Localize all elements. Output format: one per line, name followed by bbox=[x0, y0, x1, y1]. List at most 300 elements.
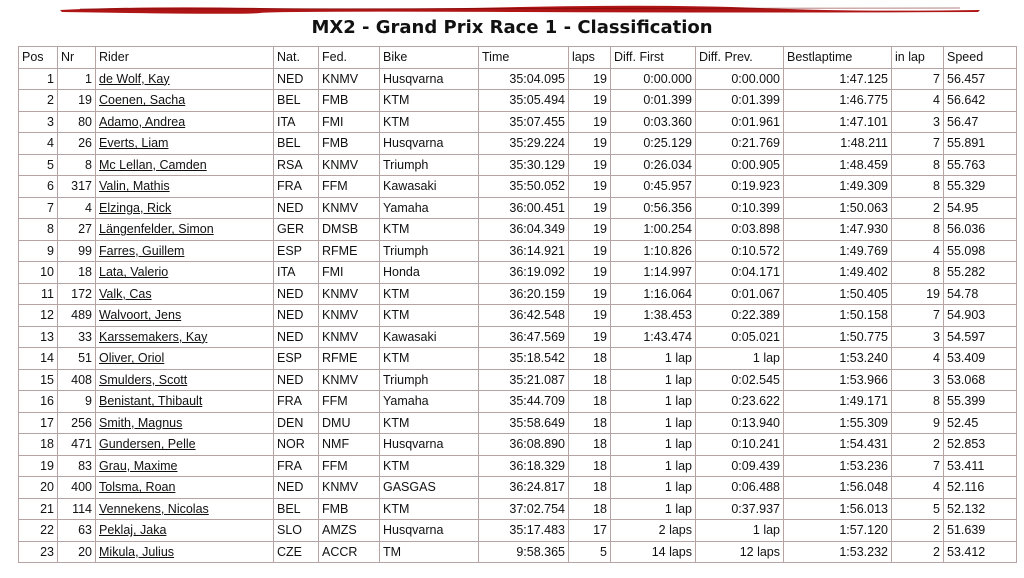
cell-nat: ESP bbox=[274, 240, 319, 262]
cell-time: 36:19.092 bbox=[479, 262, 569, 284]
cell-nat: NED bbox=[274, 477, 319, 499]
cell-in-lap: 7 bbox=[892, 68, 944, 90]
cell-in-lap: 8 bbox=[892, 262, 944, 284]
table-row bbox=[19, 219, 1017, 241]
cell-speed: 55.399 bbox=[944, 391, 1017, 413]
cell-laps: 19 bbox=[569, 283, 611, 305]
cell-rider bbox=[96, 412, 274, 434]
rider-link[interactable]: Vennekens, Nicolas bbox=[99, 501, 209, 516]
cell-fed: FMB bbox=[319, 133, 380, 155]
cell-time: 36:00.451 bbox=[479, 197, 569, 219]
table-row bbox=[19, 520, 1017, 542]
cell-diff-first: 1 lap bbox=[611, 434, 696, 456]
cell-bike: Husqvarna bbox=[380, 133, 479, 155]
cell-pos: 9 bbox=[19, 240, 58, 262]
cell-laps: 19 bbox=[569, 326, 611, 348]
rider-link[interactable]: Gundersen, Pelle bbox=[99, 437, 196, 452]
classification-table bbox=[18, 46, 1017, 563]
cell-time: 35:07.455 bbox=[479, 111, 569, 133]
rider-link[interactable]: Peklaj, Jaka bbox=[99, 523, 167, 538]
cell-speed: 54.95 bbox=[944, 197, 1017, 219]
cell-speed: 56.036 bbox=[944, 219, 1017, 241]
cell-fed: RFME bbox=[319, 348, 380, 370]
cell-nr: 19 bbox=[58, 90, 96, 112]
cell-bestlaptime: 1:50.063 bbox=[784, 197, 892, 219]
cell-pos: 4 bbox=[19, 133, 58, 155]
rider-link[interactable]: Tolsma, Roan bbox=[99, 480, 176, 495]
cell-bestlaptime: 1:56.048 bbox=[784, 477, 892, 499]
cell-speed: 55.763 bbox=[944, 154, 1017, 176]
cell-speed: 52.853 bbox=[944, 434, 1017, 456]
cell-speed: 56.47 bbox=[944, 111, 1017, 133]
cell-nr: 471 bbox=[58, 434, 96, 456]
cell-diff-first: 0:26.034 bbox=[611, 154, 696, 176]
cell-rider bbox=[96, 262, 274, 284]
cell-bike: KTM bbox=[380, 305, 479, 327]
cell-rider bbox=[96, 498, 274, 520]
cell-fed: FFM bbox=[319, 176, 380, 198]
cell-in-lap: 19 bbox=[892, 283, 944, 305]
cell-diff-first: 1 lap bbox=[611, 348, 696, 370]
cell-diff-prev: 0:03.898 bbox=[696, 219, 784, 241]
cell-rider bbox=[96, 391, 274, 413]
cell-speed: 53.409 bbox=[944, 348, 1017, 370]
cell-diff-first: 1 lap bbox=[611, 369, 696, 391]
cell-time: 35:58.649 bbox=[479, 412, 569, 434]
table-row bbox=[19, 68, 1017, 90]
cell-pos: 14 bbox=[19, 348, 58, 370]
table-row bbox=[19, 434, 1017, 456]
table-row bbox=[19, 369, 1017, 391]
col-header-nr[interactable]: Nr bbox=[58, 47, 96, 69]
cell-in-lap: 8 bbox=[892, 219, 944, 241]
cell-bike: KTM bbox=[380, 455, 479, 477]
cell-time: 36:20.159 bbox=[479, 283, 569, 305]
cell-nr: 20 bbox=[58, 541, 96, 563]
cell-time: 36:08.890 bbox=[479, 434, 569, 456]
cell-in-lap: 3 bbox=[892, 326, 944, 348]
col-header-in-lap[interactable]: in lap bbox=[892, 47, 944, 69]
cell-laps: 19 bbox=[569, 219, 611, 241]
cell-in-lap: 7 bbox=[892, 455, 944, 477]
cell-pos: 6 bbox=[19, 176, 58, 198]
cell-bike: Triumph bbox=[380, 369, 479, 391]
cell-in-lap: 2 bbox=[892, 520, 944, 542]
rider-link[interactable]: Smith, Magnus bbox=[99, 415, 183, 430]
cell-rider bbox=[96, 305, 274, 327]
cell-bestlaptime: 1:57.120 bbox=[784, 520, 892, 542]
cell-in-lap: 8 bbox=[892, 176, 944, 198]
cell-laps: 19 bbox=[569, 68, 611, 90]
cell-speed: 53.411 bbox=[944, 455, 1017, 477]
cell-pos: 17 bbox=[19, 412, 58, 434]
cell-diff-prev: 0:13.940 bbox=[696, 412, 784, 434]
rider-link[interactable]: Oliver, Oriol bbox=[99, 351, 165, 366]
rider-link[interactable]: Everts, Liam bbox=[99, 136, 169, 151]
cell-nr: 4 bbox=[58, 197, 96, 219]
cell-laps: 19 bbox=[569, 197, 611, 219]
cell-nat: NED bbox=[274, 369, 319, 391]
cell-bike: KTM bbox=[380, 348, 479, 370]
cell-bike: KTM bbox=[380, 90, 479, 112]
col-header-bestlaptime[interactable]: Bestlaptime bbox=[784, 47, 892, 69]
cell-bike: Husqvarna bbox=[380, 68, 479, 90]
table-header-row bbox=[19, 47, 1017, 69]
cell-bestlaptime: 1:54.431 bbox=[784, 434, 892, 456]
cell-fed: KNMV bbox=[319, 477, 380, 499]
cell-fed: ACCR bbox=[319, 541, 380, 563]
col-header-diff-first[interactable]: Diff. First bbox=[611, 47, 696, 69]
table-row bbox=[19, 154, 1017, 176]
cell-laps: 18 bbox=[569, 412, 611, 434]
col-header-laps[interactable]: laps bbox=[569, 47, 611, 69]
cell-diff-first: 0:45.957 bbox=[611, 176, 696, 198]
rider-link[interactable]: Benistant, Thibault bbox=[99, 394, 203, 409]
cell-rider bbox=[96, 348, 274, 370]
col-header-time[interactable]: Time bbox=[479, 47, 569, 69]
cell-pos: 2 bbox=[19, 90, 58, 112]
cell-pos: 13 bbox=[19, 326, 58, 348]
cell-diff-prev: 0:10.399 bbox=[696, 197, 784, 219]
cell-speed: 53.412 bbox=[944, 541, 1017, 563]
table-row bbox=[19, 133, 1017, 155]
cell-rider bbox=[96, 326, 274, 348]
cell-in-lap: 3 bbox=[892, 369, 944, 391]
cell-rider bbox=[96, 477, 274, 499]
cell-pos: 10 bbox=[19, 262, 58, 284]
cell-rider bbox=[96, 133, 274, 155]
cell-diff-prev: 0:21.769 bbox=[696, 133, 784, 155]
cell-laps: 19 bbox=[569, 133, 611, 155]
cell-nr: 18 bbox=[58, 262, 96, 284]
cell-bike: Triumph bbox=[380, 154, 479, 176]
table-row bbox=[19, 541, 1017, 563]
cell-nat: BEL bbox=[274, 90, 319, 112]
cell-speed: 55.098 bbox=[944, 240, 1017, 262]
cell-time: 36:24.817 bbox=[479, 477, 569, 499]
rider-link[interactable]: Längenfelder, Simon bbox=[99, 222, 214, 237]
cell-pos: 18 bbox=[19, 434, 58, 456]
table-body bbox=[19, 68, 1017, 563]
rider-link[interactable]: Valk, Cas bbox=[99, 286, 152, 301]
cell-nr: 99 bbox=[58, 240, 96, 262]
cell-time: 35:30.129 bbox=[479, 154, 569, 176]
cell-pos: 5 bbox=[19, 154, 58, 176]
rider-link[interactable]: Lata, Valerio bbox=[99, 265, 169, 280]
cell-time: 35:50.052 bbox=[479, 176, 569, 198]
col-header-nat[interactable]: Nat. bbox=[274, 47, 319, 69]
cell-time: 35:17.483 bbox=[479, 520, 569, 542]
rider-link[interactable]: Grau, Maxime bbox=[99, 458, 178, 473]
cell-pos: 23 bbox=[19, 541, 58, 563]
cell-bike: Husqvarna bbox=[380, 434, 479, 456]
cell-diff-first: 0:00.000 bbox=[611, 68, 696, 90]
cell-pos: 15 bbox=[19, 369, 58, 391]
cell-diff-prev: 1 lap bbox=[696, 348, 784, 370]
cell-nat: RSA bbox=[274, 154, 319, 176]
cell-bestlaptime: 1:53.966 bbox=[784, 369, 892, 391]
cell-bestlaptime: 1:53.240 bbox=[784, 348, 892, 370]
cell-nat: FRA bbox=[274, 391, 319, 413]
cell-speed: 56.642 bbox=[944, 90, 1017, 112]
cell-nr: 51 bbox=[58, 348, 96, 370]
cell-time: 35:29.224 bbox=[479, 133, 569, 155]
cell-laps: 18 bbox=[569, 477, 611, 499]
cell-nr: 83 bbox=[58, 455, 96, 477]
cell-nat: FRA bbox=[274, 176, 319, 198]
cell-diff-first: 0:03.360 bbox=[611, 111, 696, 133]
rider-link[interactable]: Karssemakers, Kay bbox=[99, 329, 208, 344]
col-header-bike[interactable]: Bike bbox=[380, 47, 479, 69]
col-header-rider[interactable]: Rider bbox=[96, 47, 274, 69]
cell-nr: 1 bbox=[58, 68, 96, 90]
cell-diff-first: 1:10.826 bbox=[611, 240, 696, 262]
cell-bestlaptime: 1:49.769 bbox=[784, 240, 892, 262]
rider-link[interactable]: Valin, Mathis bbox=[99, 179, 170, 194]
cell-laps: 19 bbox=[569, 111, 611, 133]
cell-diff-prev: 0:00.000 bbox=[696, 68, 784, 90]
col-header-speed[interactable]: Speed bbox=[944, 47, 1017, 69]
cell-rider bbox=[96, 455, 274, 477]
rider-link[interactable]: Smulders, Scott bbox=[99, 372, 188, 387]
cell-bike: TM bbox=[380, 541, 479, 563]
cell-rider bbox=[96, 541, 274, 563]
cell-rider bbox=[96, 369, 274, 391]
cell-fed: KNMV bbox=[319, 154, 380, 176]
rider-link[interactable]: Walvoort, Jens bbox=[99, 308, 182, 323]
cell-time: 36:47.569 bbox=[479, 326, 569, 348]
cell-fed: KNMV bbox=[319, 283, 380, 305]
cell-bestlaptime: 1:46.775 bbox=[784, 90, 892, 112]
rider-link[interactable]: Adamo, Andrea bbox=[99, 114, 186, 129]
cell-bestlaptime: 1:47.125 bbox=[784, 68, 892, 90]
cell-bestlaptime: 1:47.101 bbox=[784, 111, 892, 133]
cell-in-lap: 4 bbox=[892, 477, 944, 499]
cell-rider bbox=[96, 68, 274, 90]
cell-speed: 52.132 bbox=[944, 498, 1017, 520]
table-row bbox=[19, 240, 1017, 262]
cell-laps: 18 bbox=[569, 369, 611, 391]
cell-diff-prev: 0:01.961 bbox=[696, 111, 784, 133]
cell-diff-prev: 0:37.937 bbox=[696, 498, 784, 520]
cell-nr: 9 bbox=[58, 391, 96, 413]
cell-fed: KNMV bbox=[319, 369, 380, 391]
cell-pos: 3 bbox=[19, 111, 58, 133]
cell-diff-first: 2 laps bbox=[611, 520, 696, 542]
cell-diff-prev: 12 laps bbox=[696, 541, 784, 563]
cell-bike: Husqvarna bbox=[380, 520, 479, 542]
cell-bestlaptime: 1:55.309 bbox=[784, 412, 892, 434]
cell-bestlaptime: 1:50.405 bbox=[784, 283, 892, 305]
table-row bbox=[19, 283, 1017, 305]
cell-diff-prev: 0:10.241 bbox=[696, 434, 784, 456]
cell-time: 9:58.365 bbox=[479, 541, 569, 563]
cell-diff-prev: 0:19.923 bbox=[696, 176, 784, 198]
cell-diff-prev: 0:22.389 bbox=[696, 305, 784, 327]
cell-fed: DMSB bbox=[319, 219, 380, 241]
cell-laps: 19 bbox=[569, 305, 611, 327]
cell-bike: Triumph bbox=[380, 240, 479, 262]
cell-in-lap: 8 bbox=[892, 154, 944, 176]
cell-rider bbox=[96, 154, 274, 176]
cell-nr: 489 bbox=[58, 305, 96, 327]
cell-bike: Kawasaki bbox=[380, 176, 479, 198]
cell-laps: 19 bbox=[569, 262, 611, 284]
cell-in-lap: 7 bbox=[892, 305, 944, 327]
rider-link[interactable]: Elzinga, Rick bbox=[99, 200, 172, 215]
cell-nat: SLO bbox=[274, 520, 319, 542]
cell-diff-prev: 0:01.399 bbox=[696, 90, 784, 112]
cell-diff-prev: 0:00.905 bbox=[696, 154, 784, 176]
cell-speed: 55.891 bbox=[944, 133, 1017, 155]
cell-in-lap: 2 bbox=[892, 197, 944, 219]
table-row bbox=[19, 197, 1017, 219]
cell-pos: 12 bbox=[19, 305, 58, 327]
cell-nat: ESP bbox=[274, 348, 319, 370]
cell-nat: NED bbox=[274, 197, 319, 219]
cell-diff-prev: 0:10.572 bbox=[696, 240, 784, 262]
cell-bike: Yamaha bbox=[380, 391, 479, 413]
cell-rider bbox=[96, 283, 274, 305]
cell-fed: FMI bbox=[319, 262, 380, 284]
cell-nr: 27 bbox=[58, 219, 96, 241]
cell-diff-prev: 0:09.439 bbox=[696, 455, 784, 477]
cell-speed: 54.903 bbox=[944, 305, 1017, 327]
cell-bestlaptime: 1:49.171 bbox=[784, 391, 892, 413]
cell-pos: 19 bbox=[19, 455, 58, 477]
cell-rider bbox=[96, 520, 274, 542]
cell-rider bbox=[96, 197, 274, 219]
cell-diff-first: 1 lap bbox=[611, 391, 696, 413]
cell-bike: Honda bbox=[380, 262, 479, 284]
table-row bbox=[19, 176, 1017, 198]
cell-rider bbox=[96, 176, 274, 198]
cell-time: 37:02.754 bbox=[479, 498, 569, 520]
cell-bike: KTM bbox=[380, 219, 479, 241]
cell-bestlaptime: 1:56.013 bbox=[784, 498, 892, 520]
cell-in-lap: 2 bbox=[892, 434, 944, 456]
cell-speed: 55.282 bbox=[944, 262, 1017, 284]
rider-link[interactable]: de Wolf, Kay bbox=[99, 71, 170, 86]
cell-nat: BEL bbox=[274, 498, 319, 520]
cell-time: 35:18.542 bbox=[479, 348, 569, 370]
cell-laps: 18 bbox=[569, 348, 611, 370]
cell-fed: KNMV bbox=[319, 305, 380, 327]
cell-nr: 256 bbox=[58, 412, 96, 434]
col-header-pos[interactable]: Pos bbox=[19, 47, 58, 69]
cell-in-lap: 7 bbox=[892, 133, 944, 155]
col-header-fed[interactable]: Fed. bbox=[319, 47, 380, 69]
table-row bbox=[19, 477, 1017, 499]
cell-laps: 19 bbox=[569, 90, 611, 112]
cell-nat: NOR bbox=[274, 434, 319, 456]
cell-time: 36:04.349 bbox=[479, 219, 569, 241]
cell-pos: 22 bbox=[19, 520, 58, 542]
cell-nr: 8 bbox=[58, 154, 96, 176]
cell-diff-first: 1:14.997 bbox=[611, 262, 696, 284]
cell-bike: GASGAS bbox=[380, 477, 479, 499]
cell-bike: KTM bbox=[380, 111, 479, 133]
cell-diff-prev: 0:23.622 bbox=[696, 391, 784, 413]
cell-speed: 53.068 bbox=[944, 369, 1017, 391]
cell-time: 35:04.095 bbox=[479, 68, 569, 90]
cell-in-lap: 9 bbox=[892, 412, 944, 434]
cell-in-lap: 3 bbox=[892, 111, 944, 133]
table-row bbox=[19, 412, 1017, 434]
cell-fed: NMF bbox=[319, 434, 380, 456]
cell-laps: 18 bbox=[569, 434, 611, 456]
cell-laps: 19 bbox=[569, 176, 611, 198]
cell-bestlaptime: 1:49.309 bbox=[784, 176, 892, 198]
cell-nr: 114 bbox=[58, 498, 96, 520]
cell-diff-first: 0:01.399 bbox=[611, 90, 696, 112]
table-row bbox=[19, 391, 1017, 413]
rider-link[interactable]: Farres, Guillem bbox=[99, 243, 185, 258]
table-row bbox=[19, 348, 1017, 370]
cell-diff-first: 1 lap bbox=[611, 412, 696, 434]
cell-in-lap: 4 bbox=[892, 348, 944, 370]
cell-nat: NED bbox=[274, 283, 319, 305]
cell-pos: 7 bbox=[19, 197, 58, 219]
cell-nat: ITA bbox=[274, 262, 319, 284]
cell-diff-first: 0:25.129 bbox=[611, 133, 696, 155]
table-row bbox=[19, 305, 1017, 327]
cell-diff-first: 1:38.453 bbox=[611, 305, 696, 327]
cell-bike: KTM bbox=[380, 283, 479, 305]
cell-pos: 20 bbox=[19, 477, 58, 499]
cell-diff-first: 1:00.254 bbox=[611, 219, 696, 241]
rider-link[interactable]: Mc Lellan, Camden bbox=[99, 157, 207, 172]
cell-pos: 11 bbox=[19, 283, 58, 305]
cell-diff-first: 1 lap bbox=[611, 455, 696, 477]
cell-laps: 17 bbox=[569, 520, 611, 542]
cell-bike: KTM bbox=[380, 412, 479, 434]
cell-in-lap: 8 bbox=[892, 391, 944, 413]
cell-nat: NED bbox=[274, 305, 319, 327]
cell-speed: 56.457 bbox=[944, 68, 1017, 90]
table-row bbox=[19, 498, 1017, 520]
cell-fed: RFME bbox=[319, 240, 380, 262]
cell-diff-prev: 0:05.021 bbox=[696, 326, 784, 348]
cell-bestlaptime: 1:47.930 bbox=[784, 219, 892, 241]
cell-time: 35:05.494 bbox=[479, 90, 569, 112]
cell-speed: 52.116 bbox=[944, 477, 1017, 499]
cell-in-lap: 4 bbox=[892, 240, 944, 262]
col-header-diff-prev[interactable]: Diff. Prev. bbox=[696, 47, 784, 69]
cell-pos: 1 bbox=[19, 68, 58, 90]
cell-bestlaptime: 1:49.402 bbox=[784, 262, 892, 284]
cell-time: 36:42.548 bbox=[479, 305, 569, 327]
cell-bestlaptime: 1:53.236 bbox=[784, 455, 892, 477]
cell-in-lap: 5 bbox=[892, 498, 944, 520]
cell-bestlaptime: 1:48.211 bbox=[784, 133, 892, 155]
cell-bestlaptime: 1:48.459 bbox=[784, 154, 892, 176]
cell-nat: ITA bbox=[274, 111, 319, 133]
cell-nr: 33 bbox=[58, 326, 96, 348]
rider-link[interactable]: Mikula, Julius bbox=[99, 544, 175, 559]
cell-nr: 80 bbox=[58, 111, 96, 133]
cell-bestlaptime: 1:53.232 bbox=[784, 541, 892, 563]
cell-nr: 172 bbox=[58, 283, 96, 305]
cell-time: 35:21.087 bbox=[479, 369, 569, 391]
cell-nat: NED bbox=[274, 326, 319, 348]
cell-diff-prev: 1 lap bbox=[696, 520, 784, 542]
cell-fed: AMZS bbox=[319, 520, 380, 542]
cell-nat: CZE bbox=[274, 541, 319, 563]
cell-laps: 18 bbox=[569, 391, 611, 413]
cell-bestlaptime: 1:50.158 bbox=[784, 305, 892, 327]
rider-link[interactable]: Coenen, Sacha bbox=[99, 93, 186, 108]
